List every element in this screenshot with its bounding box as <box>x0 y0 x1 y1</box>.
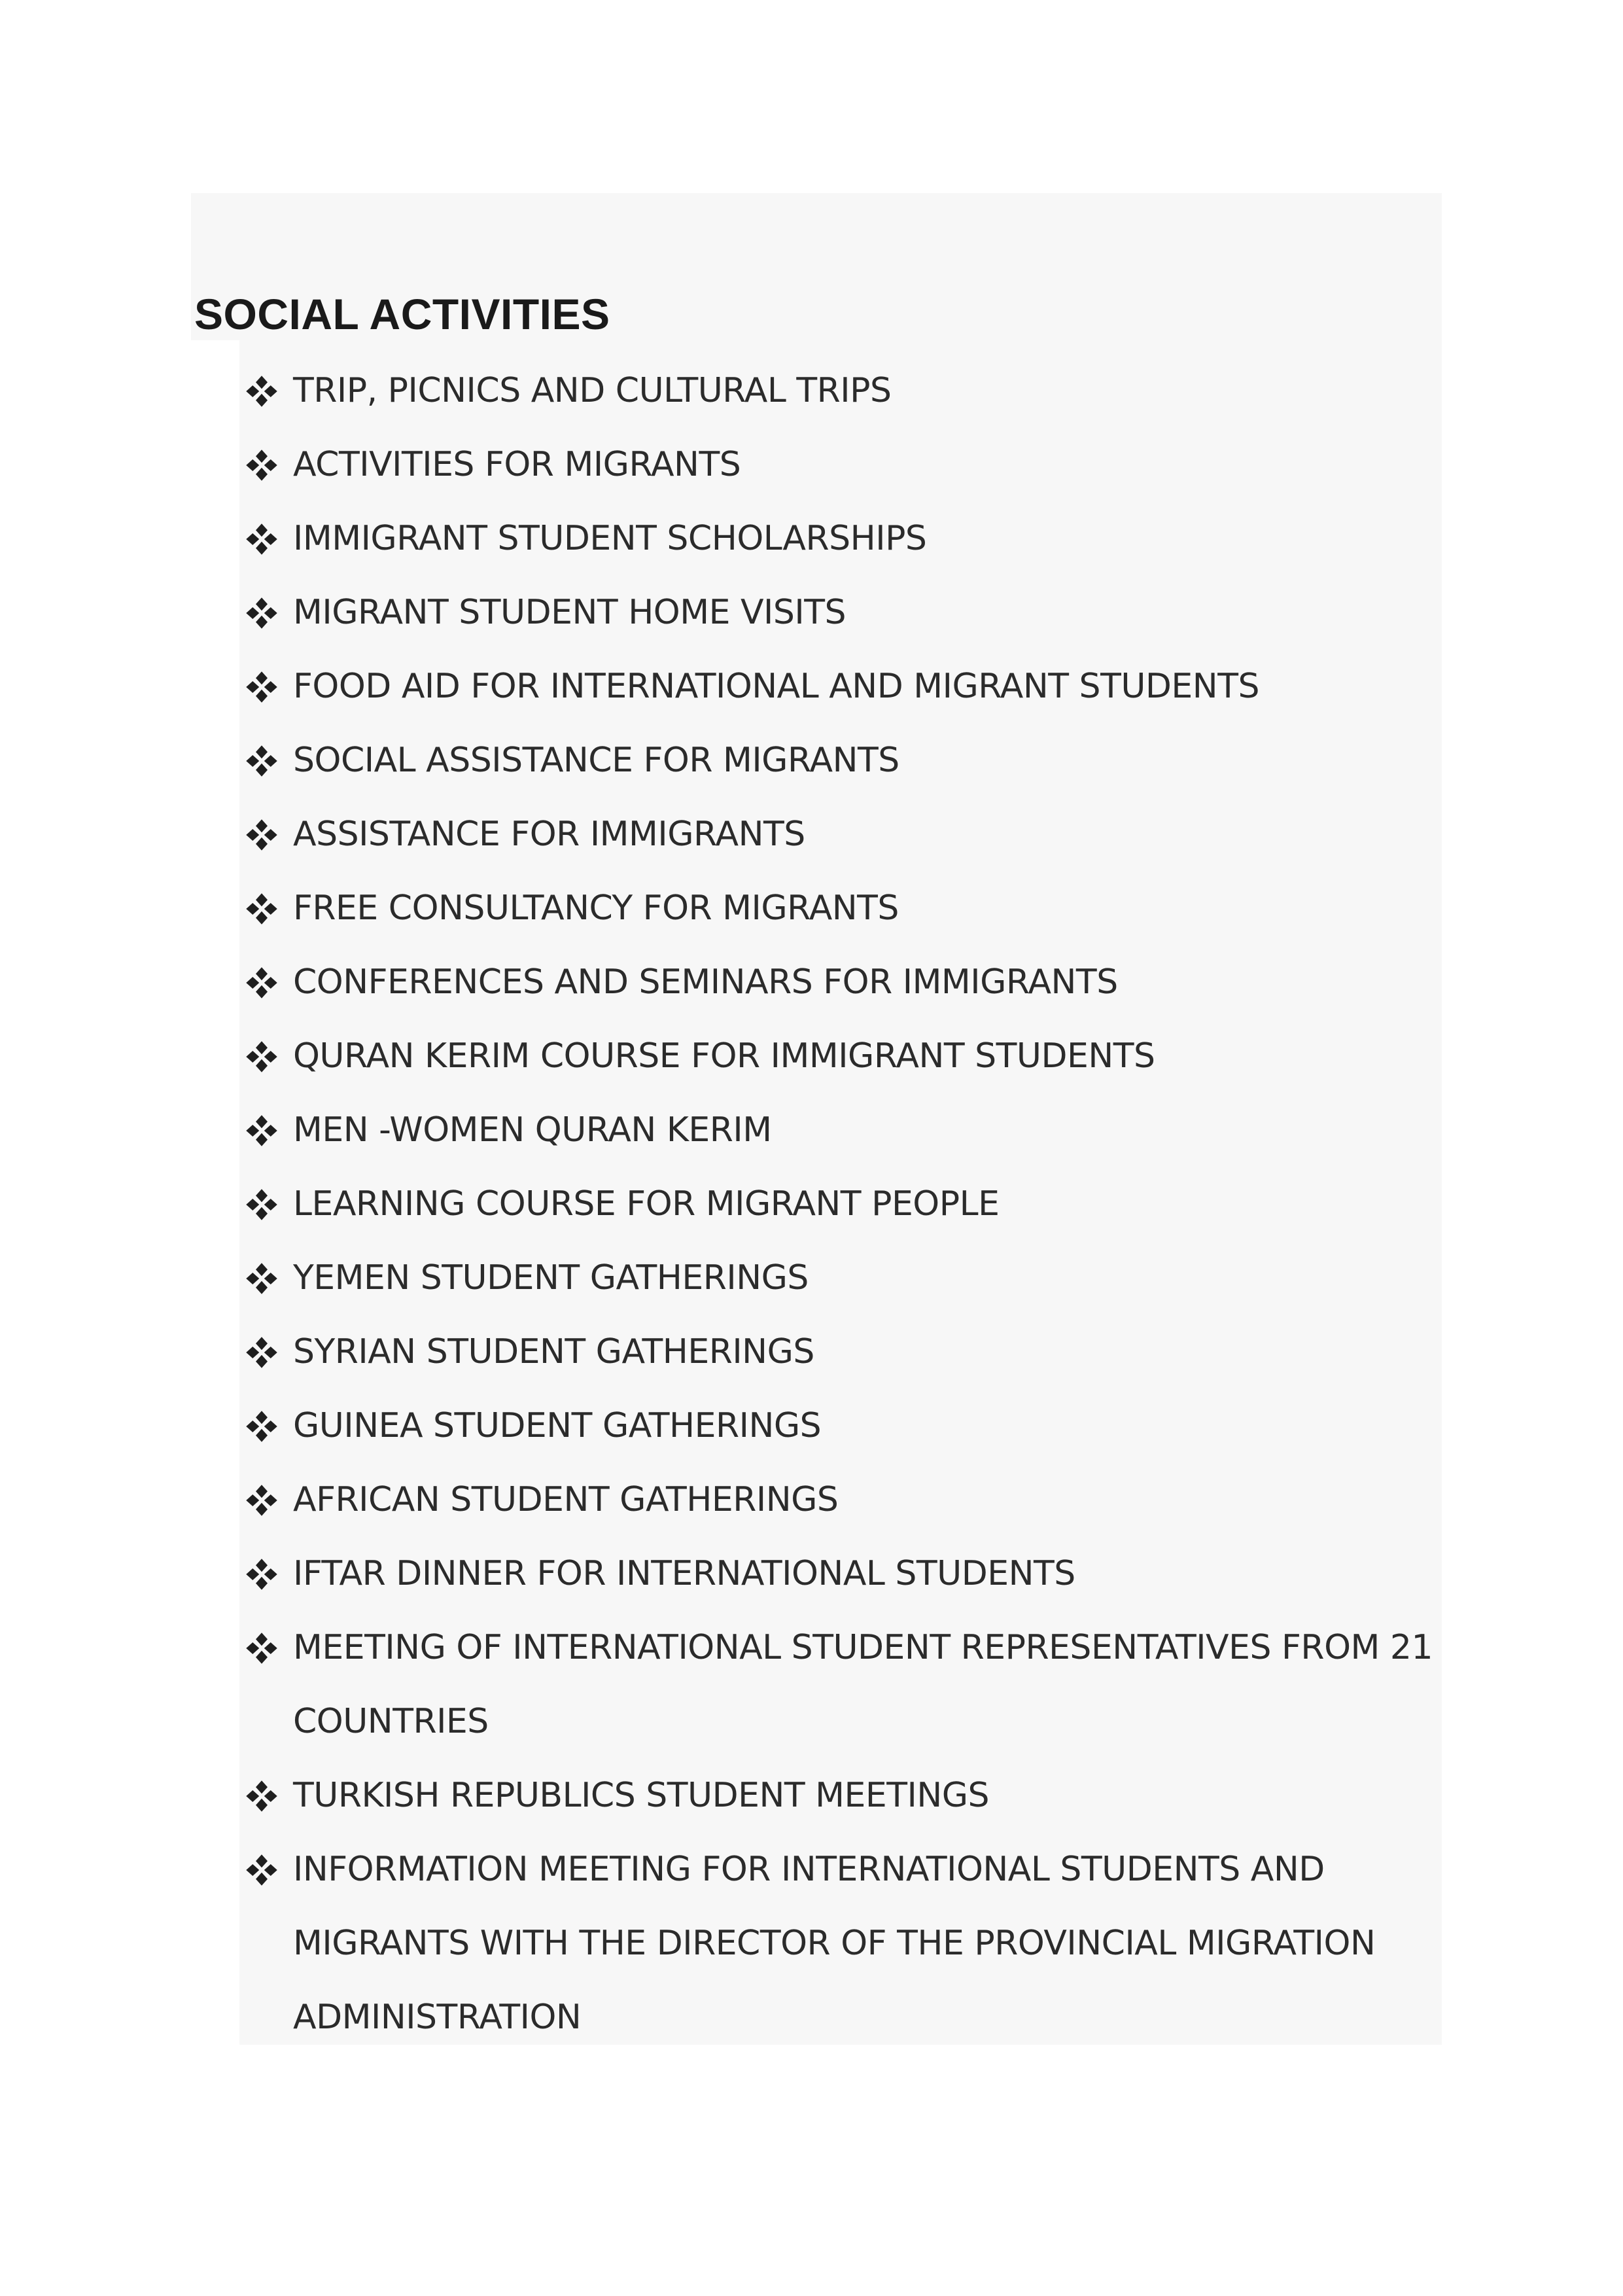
four-diamond-bullet-icon <box>245 798 293 872</box>
four-diamond-bullet-icon <box>245 872 293 945</box>
list-item-15 <box>245 1389 1436 1463</box>
list-item-text: GUINEA STUDENT GATHERINGS <box>293 1406 822 1445</box>
list-item-6 <box>245 724 1436 798</box>
activity-list <box>245 354 1436 2055</box>
list-item-text: FREE CONSULTANCY FOR MIGRANTS <box>293 889 899 928</box>
list-item-8 <box>245 872 1436 945</box>
list-item-text: ACTIVITIES FOR MIGRANTS <box>293 445 741 484</box>
list-item-5 <box>245 650 1436 724</box>
four-diamond-bullet-icon <box>245 354 293 428</box>
list-item-text: IMMIGRANT STUDENT SCHOLARSHIPS <box>293 519 927 558</box>
list-item-text: SYRIAN STUDENT GATHERINGS <box>293 1332 814 1371</box>
list-item-7 <box>245 798 1436 872</box>
four-diamond-bullet-icon <box>245 945 293 1019</box>
list-item-10 <box>245 1019 1436 1093</box>
four-diamond-bullet-icon <box>245 1241 293 1315</box>
four-diamond-bullet-icon <box>245 1759 293 1833</box>
list-item-13 <box>245 1241 1436 1315</box>
list-item-19 <box>245 1759 1436 1833</box>
list-item-12 <box>245 1167 1436 1241</box>
list-item-1 <box>245 354 1436 428</box>
four-diamond-bullet-icon <box>245 1093 293 1167</box>
list-item-text: TRIP, PICNICS AND CULTURAL TRIPS <box>293 371 892 410</box>
list-item-14 <box>245 1315 1436 1389</box>
list-item-text: MEN -WOMEN QURAN KERIM <box>293 1110 772 1150</box>
four-diamond-bullet-icon <box>245 1315 293 1389</box>
list-item-text: MEETING OF INTERNATIONAL STUDENT REPRESENTATIVES FROM 21 COUNTRIES <box>293 1628 1433 1741</box>
list-item-17 <box>245 1537 1436 1611</box>
list-item-4 <box>245 576 1436 650</box>
four-diamond-bullet-icon <box>245 1537 293 1611</box>
list-item-16 <box>245 1463 1436 1537</box>
four-diamond-bullet-icon <box>245 650 293 724</box>
list-item-text: YEMEN STUDENT GATHERINGS <box>293 1258 809 1298</box>
list-item-9 <box>245 945 1436 1019</box>
list-item-text: CONFERENCES AND SEMINARS FOR IMMIGRANTS <box>293 963 1118 1002</box>
four-diamond-bullet-icon <box>245 1611 293 1685</box>
list-item-text: TURKISH REPUBLICS STUDENT MEETINGS <box>293 1776 990 1815</box>
list-item-text: MIGRANT STUDENT HOME VISITS <box>293 593 846 632</box>
four-diamond-bullet-icon <box>245 1389 293 1463</box>
four-diamond-bullet-icon <box>245 1833 293 1907</box>
list-item-text: LEARNING COURSE FOR MIGRANT PEOPLE <box>293 1184 1000 1224</box>
list-item-text: FOOD AID FOR INTERNATIONAL AND MIGRANT STUDENTS <box>293 667 1259 706</box>
page-title: SOCIAL ACTIVITIES <box>194 290 610 338</box>
list-item-text: ASSISTANCE FOR IMMIGRANTS <box>293 815 805 854</box>
four-diamond-bullet-icon <box>245 576 293 650</box>
list-item-text: SOCIAL ASSISTANCE FOR MIGRANTS <box>293 741 899 780</box>
list-item-3 <box>245 502 1436 576</box>
four-diamond-bullet-icon <box>245 502 293 576</box>
list-item-18 <box>245 1611 1436 1759</box>
four-diamond-bullet-icon <box>245 1167 293 1241</box>
list-item-2 <box>245 428 1436 502</box>
list-item-text: INFORMATION MEETING FOR INTERNATIONAL STUDENTS AND MIGRANTS WITH THE DIRECTOR OF THE PROVINCIAL MIGRATION ADMINISTRATION <box>293 1850 1376 2037</box>
list-item-text: IFTAR DINNER FOR INTERNATIONAL STUDENTS <box>293 1554 1075 1593</box>
list-item-text: QURAN KERIM COURSE FOR IMMIGRANT STUDENTS <box>293 1036 1155 1076</box>
list-item-20 <box>245 1833 1436 2055</box>
four-diamond-bullet-icon <box>245 1463 293 1537</box>
four-diamond-bullet-icon <box>245 724 293 798</box>
list-item-text: AFRICAN STUDENT GATHERINGS <box>293 1480 839 1519</box>
four-diamond-bullet-icon <box>245 1019 293 1093</box>
four-diamond-bullet-icon <box>245 428 293 502</box>
list-item-11 <box>245 1093 1436 1167</box>
